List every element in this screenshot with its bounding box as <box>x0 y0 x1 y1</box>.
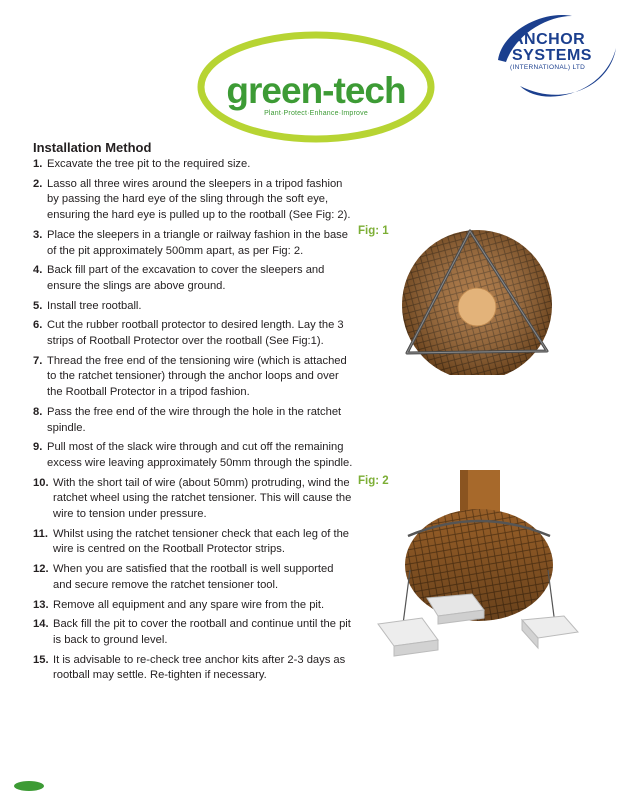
green-leaf-icon <box>14 781 44 791</box>
step-item <box>33 440 353 471</box>
step-text: Thread the free end of the tensioning wire (which is attached to the ratchet tensioner) through the anchor loops and over the Rootball Protector in a tripod fashion. <box>47 354 347 399</box>
step-item <box>33 354 353 401</box>
step-number: 10. <box>33 476 49 489</box>
step-text: Back fill part of the excavation to cover the sleepers and ensure the slings are above ground. <box>47 264 325 292</box>
step-number: 13. <box>33 598 49 611</box>
logo-name: green-tech <box>226 70 406 111</box>
step-number: 9. <box>33 441 43 454</box>
step-item <box>33 476 353 523</box>
step-item <box>33 653 353 684</box>
step-text: Whilst using the ratchet tensioner check that each leg of the wire is centred on the Rootball Protector strips. <box>53 527 350 556</box>
step-text: Back fill the pit to cover the rootball and continue until the pit is back to ground level. <box>53 618 351 646</box>
step-item <box>33 177 353 224</box>
step-item <box>33 228 353 259</box>
step-item <box>33 318 353 349</box>
step-number: 1. <box>33 158 43 170</box>
step-item <box>33 299 353 315</box>
step-text: It is advisable to re-check tree anchor kits after 2-3 days as rootball may settle. Re-tighten if necessary. <box>53 653 346 682</box>
step-text: Install tree rootball. <box>47 299 142 312</box>
step-number: 7. <box>33 354 43 367</box>
green-tech-logo <box>196 30 436 144</box>
step-text: Remove all equipment and any spare wire from the pit. <box>53 598 325 611</box>
installation-steps <box>33 157 353 688</box>
step-text: With the short tail of wire (about 50mm) protruding, wind the ratchet wheel using the ratchet tensioner. This will cause the wire to tension under pressure. <box>53 476 352 521</box>
fig2-rootball-side-view <box>372 470 587 670</box>
step-item <box>33 527 353 558</box>
company-name-line1: ANCHOR <box>512 31 586 48</box>
step-text: Excavate the tree pit to the required size. <box>47 158 251 170</box>
step-number: 15. <box>33 653 49 666</box>
step-text: Place the sleepers in a triangle or railway fashion in the base of the pit approximately 500mm apart, as per Fig: 2. <box>47 228 348 257</box>
step-text: Lasso all three wires around the sleepers in a tripod fashion by passing the hard eye of the sling through the soft eye, ensuring the hard eye is pulled up to the rootball (See Fig: 2). <box>47 177 351 222</box>
step-number: 5. <box>33 299 43 312</box>
step-text: Cut the rubber rootball protector to desired length. Lay the 3 strips of Rootball Protector over the rootball (See Fig:1). <box>47 319 344 348</box>
step-item <box>33 263 353 294</box>
step-number: 8. <box>33 405 43 418</box>
rootball-side-illustration <box>372 470 587 670</box>
step-text: Pass the free end of the wire through the hole in the ratchet spindle. <box>47 405 342 434</box>
step-number: 11. <box>33 527 48 540</box>
fig2-label: Fig: 2 <box>358 475 389 487</box>
step-number: 14. <box>33 618 49 631</box>
step-number: 12. <box>33 563 49 576</box>
step-number: 2. <box>33 177 43 190</box>
company-name-line2: SYSTEMS <box>512 47 592 64</box>
company-name-line3: (INTERNATIONAL) LTD <box>510 64 586 71</box>
step-number: 3. <box>33 228 43 241</box>
step-number: 4. <box>33 264 43 277</box>
fig1-rootball-top-view <box>392 225 562 375</box>
page-title: Installation Method <box>33 140 152 155</box>
logo-tagline: Plant·Protect·Enhance·Improve <box>264 110 368 117</box>
step-item <box>33 157 353 173</box>
step-text: When you are satisfied that the rootball is well supported and secure remove the ratchet tensioner tool. <box>53 563 334 591</box>
step-item <box>33 562 353 593</box>
step-number: 6. <box>33 319 43 332</box>
step-text: Pull most of the slack wire through and cut off the remaining excess wire leaving approximately 50mm through the spindle. <box>47 441 353 469</box>
step-item <box>33 405 353 436</box>
anchor-systems-logo <box>492 12 624 102</box>
rootball-top-illustration <box>392 225 562 375</box>
fig1-label: Fig: 1 <box>358 225 389 237</box>
step-item <box>33 598 353 614</box>
step-item <box>33 617 353 648</box>
